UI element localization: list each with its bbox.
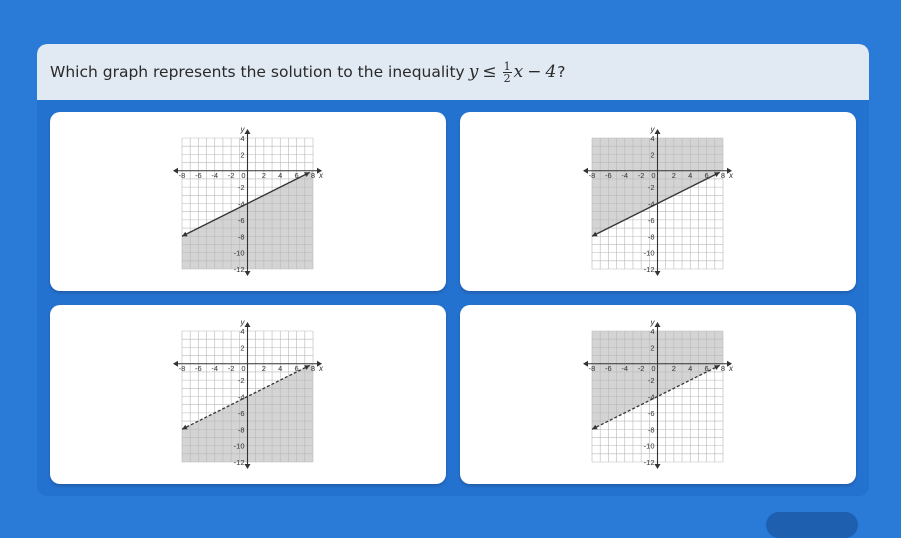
x-tick-label: -4: [621, 363, 629, 373]
y-tick-label: -6: [647, 408, 655, 418]
x-axis-label: x: [319, 363, 323, 373]
x-axis-label: x: [729, 170, 733, 180]
x-tick-label: 0: [241, 170, 246, 180]
x-tick-label: 8: [310, 170, 316, 180]
x-tick-label: -8: [178, 170, 186, 180]
option-graph-b[interactable]: [460, 112, 856, 291]
x-tick-label: 4: [278, 363, 283, 373]
x-tick-label: 6: [294, 170, 299, 180]
y-tick-label: -2: [647, 183, 655, 193]
x-tick-label: 0: [241, 363, 246, 373]
x-tick-label: 0: [651, 170, 656, 180]
x-tick-label: 6: [294, 363, 299, 373]
y-tick-label: -12: [233, 265, 245, 274]
y-axis-arrow-down: [655, 271, 661, 276]
inequality-expression: [469, 61, 557, 84]
y-tick-label: -12: [643, 265, 655, 274]
y-tick-label: -4: [647, 392, 655, 402]
x-tick-label: -6: [195, 363, 202, 373]
y-tick-label: -10: [643, 441, 655, 451]
x-tick-label: 8: [720, 170, 726, 180]
x-tick-label: -2: [227, 170, 235, 180]
y-tick-label: -2: [647, 376, 655, 386]
y-axis-arrow-up: [655, 129, 661, 134]
y-tick-label: -4: [647, 199, 655, 209]
x-tick-label: 8: [310, 363, 316, 373]
x-tick-label: 8: [720, 363, 726, 373]
option-graph-a[interactable]: [50, 112, 446, 291]
y-tick-label: -8: [237, 425, 245, 435]
x-tick-label: 6: [704, 170, 709, 180]
x-tick-label: -8: [588, 170, 596, 180]
y-tick-label: -2: [237, 376, 245, 386]
graph-a-plot: [50, 112, 446, 291]
y-tick-label: -10: [233, 441, 245, 451]
quiz-card: [37, 44, 869, 496]
x-axis-label: x: [729, 363, 733, 373]
y-tick-label: -10: [233, 248, 245, 258]
fraction-numerator: 1: [503, 59, 511, 73]
math-op: ≤: [482, 62, 497, 82]
x-tick-label: -4: [211, 363, 219, 373]
math-lhs: y: [468, 62, 479, 82]
x-tick-label: 2: [671, 363, 676, 373]
y-tick-label: -6: [237, 408, 245, 418]
y-axis-label: y: [650, 318, 655, 327]
y-axis-arrow-up: [245, 322, 251, 327]
y-tick-label: -12: [643, 458, 655, 467]
y-tick-label: 4: [650, 327, 655, 336]
x-axis-arrow-left: [173, 168, 178, 174]
x-axis-arrow-left: [583, 168, 588, 174]
x-tick-label: -8: [178, 363, 186, 373]
x-tick-label: -6: [605, 170, 612, 180]
y-tick-label: -10: [643, 248, 655, 258]
y-tick-label: 4: [650, 134, 655, 143]
y-tick-label: -8: [647, 425, 655, 435]
y-tick-label: 2: [240, 343, 245, 353]
option-graph-d[interactable]: [460, 305, 856, 484]
x-tick-label: -8: [588, 363, 596, 373]
x-tick-label: -6: [605, 363, 612, 373]
y-axis-arrow-down: [655, 464, 661, 469]
x-tick-label: 6: [704, 363, 709, 373]
math-const: 4: [545, 62, 557, 82]
y-axis-arrow-down: [245, 464, 251, 469]
y-tick-label: -2: [237, 183, 245, 193]
x-tick-label: 0: [651, 363, 656, 373]
x-tick-label: -4: [621, 170, 629, 180]
y-axis-arrow-down: [245, 271, 251, 276]
fraction-denominator: 2: [503, 71, 511, 85]
y-tick-label: -8: [237, 232, 245, 242]
graph-b-plot: [460, 112, 856, 291]
x-axis-arrow-left: [583, 361, 588, 367]
option-graph-c[interactable]: [50, 305, 446, 484]
math-fraction: [503, 61, 512, 84]
x-tick-label: 4: [688, 170, 693, 180]
x-tick-label: 2: [261, 363, 266, 373]
x-tick-label: -2: [637, 170, 645, 180]
math-minus: −: [527, 62, 542, 82]
y-tick-label: 4: [240, 327, 245, 336]
y-axis-label: y: [650, 125, 655, 134]
x-tick-label: -6: [195, 170, 202, 180]
x-axis-arrow-left: [173, 361, 178, 367]
x-tick-label: -2: [227, 363, 235, 373]
question-bar: [37, 44, 869, 100]
y-axis-label: y: [240, 318, 245, 327]
question-text: Which graph represents the solution to the inequality: [50, 63, 465, 81]
y-tick-label: -12: [233, 458, 245, 467]
y-tick-label: -6: [237, 215, 245, 225]
y-tick-label: 2: [650, 150, 655, 160]
next-button[interactable]: [766, 512, 858, 538]
y-tick-label: -8: [647, 232, 655, 242]
x-tick-label: 4: [278, 170, 283, 180]
x-axis-label: x: [319, 170, 323, 180]
question-suffix: ?: [557, 63, 566, 81]
x-tick-label: -4: [211, 170, 219, 180]
graph-c-plot: [50, 305, 446, 484]
x-tick-label: 2: [261, 170, 266, 180]
y-tick-label: 2: [650, 343, 655, 353]
y-axis-arrow-up: [245, 129, 251, 134]
x-tick-label: -2: [637, 363, 645, 373]
x-tick-label: 2: [671, 170, 676, 180]
graph-d-plot: [460, 305, 856, 484]
y-tick-label: 4: [240, 134, 245, 143]
y-axis-label: y: [240, 125, 245, 134]
math-var: x: [513, 62, 524, 82]
y-tick-label: 2: [240, 150, 245, 160]
y-tick-label: -6: [647, 215, 655, 225]
y-tick-label: -4: [237, 392, 245, 402]
y-axis-arrow-up: [655, 322, 661, 327]
y-tick-label: -4: [237, 199, 245, 209]
x-tick-label: 4: [688, 363, 693, 373]
